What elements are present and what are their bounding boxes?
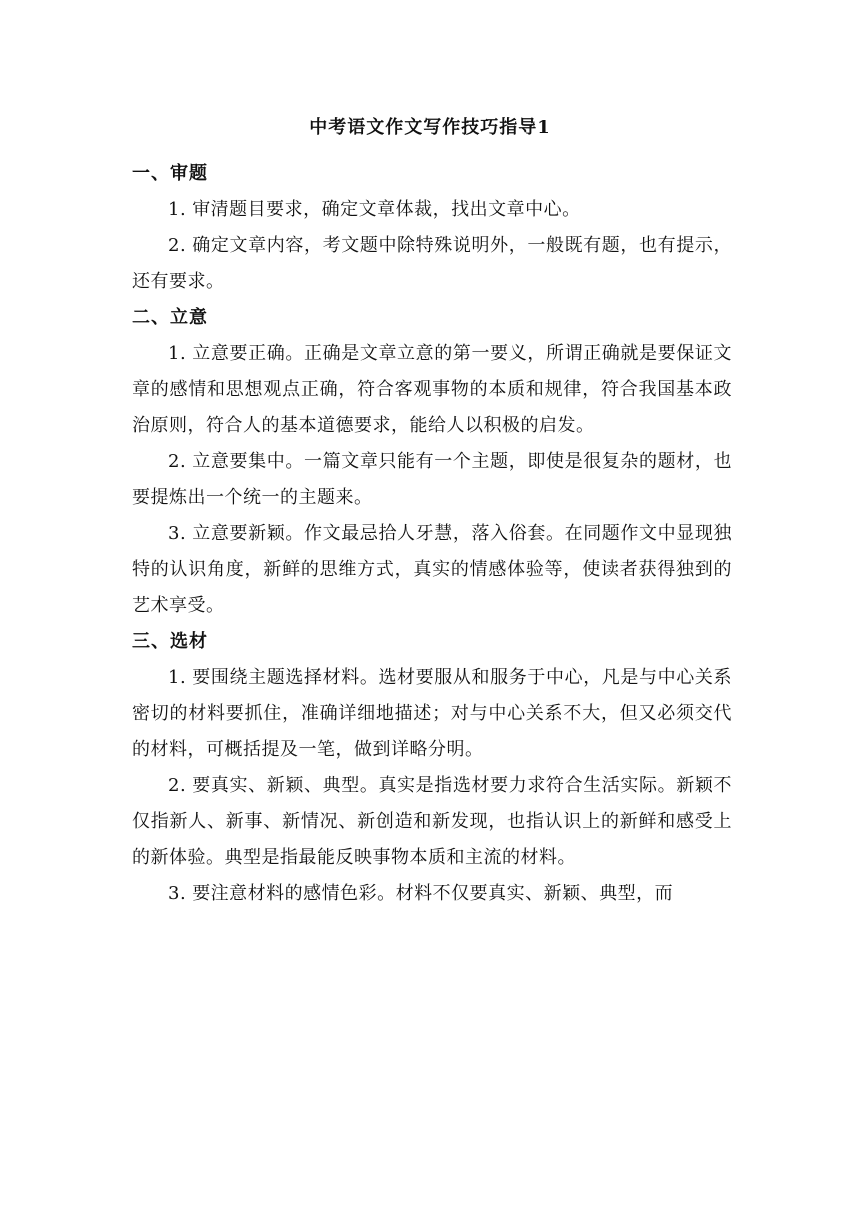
paragraph	[132, 336, 732, 444]
paragraph	[132, 228, 732, 300]
section-liyi	[132, 300, 732, 624]
item-text: 审清题目要求，确定文章体裁，找出文章中心。	[192, 199, 581, 220]
document-title: 中考语文作文写作技巧指导1	[309, 117, 551, 138]
section-xuancai	[132, 624, 732, 912]
item-number: 3.	[168, 523, 187, 544]
item-number: 1.	[168, 343, 187, 364]
section-shenti	[132, 156, 732, 300]
paragraph	[132, 660, 732, 768]
paragraph	[132, 768, 732, 876]
item-text: 要真实、新颖、典型。真实是指选材要力求符合生活实际。新颖不仅指新人、新事、新情况、新创造和新发现，也指认识上的新鲜和感受上的新体验。典型是指最能反映事物本质和主流的材料。	[132, 775, 732, 868]
item-number: 2.	[168, 775, 187, 796]
section-heading: 三、选材	[132, 631, 208, 652]
paragraph	[132, 444, 732, 516]
document-body	[132, 156, 732, 912]
item-number: 2.	[168, 235, 187, 256]
item-text: 确定文章内容，考文题中除特殊说明外，一般既有题，也有提示，还有要求。	[132, 235, 732, 292]
section-heading: 一、审题	[132, 163, 208, 184]
item-text: 要注意材料的感情色彩。材料不仅要真实、新颖、典型，而	[192, 883, 674, 904]
section-heading: 二、立意	[132, 307, 208, 328]
paragraph	[132, 192, 732, 228]
paragraph	[132, 516, 732, 624]
item-text: 要围绕主题选择材料。选材要服从和服务于中心，凡是与中心关系密切的材料要抓住，准确详细地描述；对与中心关系不大，但又必须交代的材料，可概括提及一笔，做到详略分明。	[132, 667, 732, 760]
item-text: 立意要正确。正确是文章立意的第一要义，所谓正确就是要保证文章的感情和思想观点正确，符合客观事物的本质和规律，符合我国基本政治原则，符合人的基本道德要求，能给人以积极的启发。	[132, 343, 732, 436]
item-text: 立意要新颖。作文最忌拾人牙慧，落入俗套。在同题作文中显现独特的认识角度，新鲜的思维方式，真实的情感体验等，使读者获得独到的艺术享受。	[132, 523, 732, 616]
paragraph	[132, 876, 732, 912]
item-number: 2.	[168, 451, 187, 472]
item-number: 3.	[168, 883, 187, 904]
item-text: 立意要集中。一篇文章只能有一个主题，即使是很复杂的题材，也要提炼出一个统一的主题来。	[132, 451, 732, 508]
item-number: 1.	[168, 667, 187, 688]
item-number: 1.	[168, 199, 187, 220]
